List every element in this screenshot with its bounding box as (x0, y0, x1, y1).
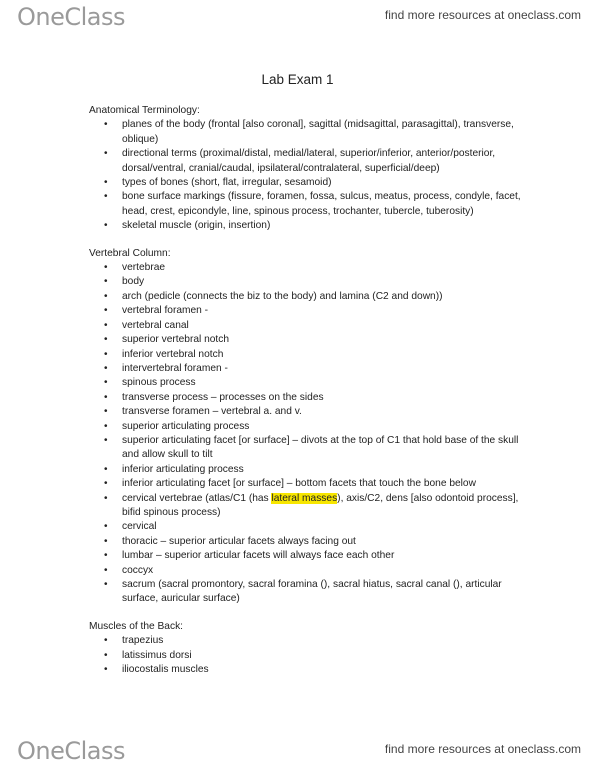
bullet-list (89, 261, 529, 607)
list-item-text: intervertebral foramen - (122, 362, 228, 374)
list-item-text: vertebral canal (122, 319, 189, 331)
page-header (0, 0, 595, 34)
header-tagline[interactable]: find more resources at oneclass.com (384, 8, 581, 22)
bullet-icon: • (104, 521, 108, 533)
bullet-icon: • (104, 276, 108, 288)
list-item (89, 147, 529, 176)
list-item-text: cervical vertebrae (atlas/C1 (has lateral masses), axis/C2, dens [also odontoid process], bifid spinous process) (122, 492, 519, 518)
bullet-icon: • (104, 177, 108, 189)
footer-tagline[interactable]: find more resources at oneclass.com (384, 742, 581, 756)
list-item (89, 376, 529, 390)
list-item-text: sacrum (sacral promontory, sacral foramina (), sacral hiatus, sacral canal (), articular surface, auricular surface) (122, 579, 502, 605)
bullet-icon: • (104, 406, 108, 418)
list-item (89, 549, 529, 563)
section-heading: Muscles of the Back: (89, 620, 183, 632)
list-item-text: cervical (122, 521, 157, 533)
list-item (89, 219, 529, 233)
list-item (89, 261, 529, 275)
list-item (89, 319, 529, 333)
list-item (89, 578, 529, 607)
list-item (89, 420, 529, 434)
list-item-text: directional terms (proximal/distal, medial/lateral, superior/inferior, anterior/posterior, dorsal/ventral, cranial/caudal, ipsilateral/contralateral, superficial/deep) (122, 148, 496, 174)
list-item (89, 348, 529, 362)
bullet-icon: • (104, 649, 108, 661)
bullet-icon: • (104, 305, 108, 317)
bullet-icon: • (104, 148, 108, 160)
page-footer (0, 737, 595, 770)
list-item (89, 564, 529, 578)
bullet-list (89, 634, 529, 677)
list-item (89, 118, 529, 147)
list-item-text: coccyx (122, 564, 154, 576)
bullet-icon: • (104, 391, 108, 403)
list-item (89, 275, 529, 289)
list-item-text: superior vertebral notch (122, 334, 230, 346)
bullet-icon: • (104, 535, 108, 547)
list-item (89, 520, 529, 534)
list-item (89, 535, 529, 549)
section (89, 104, 529, 234)
list-item-text: superior articulating facet [or surface] – divots at the top of C1 that hold base of the skull and allow skull to tilt (122, 434, 519, 461)
list-item (89, 176, 529, 190)
list-item (89, 634, 529, 648)
logo-text: OneClass (17, 3, 126, 31)
list-item (89, 290, 529, 304)
bullet-icon: • (104, 348, 108, 360)
list-item-text: planes of the body (frontal [also coronal], sagittal (midsagittal, parasagittal), transverse, oblique) (122, 119, 514, 145)
bullet-icon: • (104, 334, 108, 346)
list-item-text: transverse foramen – vertebral a. and v. (122, 406, 302, 418)
list-item-text: spinous process (122, 377, 196, 389)
bullet-icon: • (104, 463, 108, 475)
list-item-text: body (122, 276, 145, 288)
bullet-icon: • (104, 664, 108, 676)
section-heading: Anatomical Terminology: (89, 105, 200, 116)
list-item-text: trapezius (122, 635, 164, 647)
list-item-text: inferior vertebral notch (122, 348, 224, 360)
section (89, 247, 529, 607)
list-item (89, 304, 529, 318)
list-item (89, 190, 529, 219)
list-item-text: latissimus dorsi (122, 649, 192, 661)
bullet-icon: • (104, 377, 108, 389)
bullet-icon: • (104, 420, 108, 432)
list-item (89, 663, 529, 677)
bullet-icon: • (104, 478, 108, 490)
bullet-icon: • (104, 492, 108, 504)
list-item (89, 333, 529, 347)
list-item (89, 391, 529, 405)
list-item (89, 649, 529, 663)
oneclass-logo[interactable] (17, 737, 125, 765)
bullet-icon: • (104, 262, 108, 274)
bullet-icon: • (104, 119, 108, 131)
list-item-text: arch (pedicle (connects the biz to the body) and lamina (C2 and down)) (122, 290, 443, 302)
oneclass-logo[interactable] (17, 3, 125, 31)
list-item-text: vertebrae (122, 262, 166, 274)
list-item-text: types of bones (short, flat, irregular, sesamoid) (122, 177, 332, 189)
bullet-icon: • (104, 319, 108, 331)
bullet-icon: • (104, 564, 108, 576)
document-title: Lab Exam 1 (261, 72, 334, 87)
list-item-text: skeletal muscle (origin, insertion) (122, 220, 271, 232)
list-item-text: transverse process – processes on the sides (122, 391, 324, 403)
list-item-text: lumbar – superior articular facets will always face each other (122, 550, 395, 562)
list-item-text: inferior articulating facet [or surface] – bottom facets that touch the bone below (122, 478, 476, 490)
list-item (89, 405, 529, 419)
bullet-icon: • (104, 362, 108, 374)
list-item (89, 434, 529, 463)
bullet-icon: • (104, 290, 108, 302)
highlighted-text: lateral masses (271, 492, 338, 504)
bullet-icon: • (104, 635, 108, 647)
logo-text: OneClass (17, 737, 126, 765)
list-item (89, 463, 529, 477)
list-item-text: inferior articulating process (122, 463, 244, 475)
bullet-icon: • (104, 550, 108, 562)
list-item-text: iliocostalis muscles (122, 664, 209, 676)
list-item-text: superior articulating process (122, 420, 250, 432)
bullet-list (89, 118, 529, 233)
list-item (89, 492, 529, 521)
bullet-icon: • (104, 579, 108, 590)
list-item-text: vertebral foramen - (122, 305, 209, 317)
list-item (89, 362, 529, 376)
list-item-text: bone surface markings (fissure, foramen, fossa, sulcus, meatus, process, condyle, facet, head, crest, epicondyle, line, spinous process, trochanter, tubercle, tuberosity) (122, 191, 521, 217)
document-body (89, 104, 529, 690)
bullet-icon: • (104, 434, 108, 446)
section (89, 620, 529, 678)
bullet-icon: • (104, 220, 108, 232)
bullet-icon: • (104, 191, 108, 203)
list-item (89, 477, 529, 491)
list-item-text: thoracic – superior articular facets always facing out (122, 535, 356, 547)
section-heading: Vertebral Column: (89, 247, 171, 259)
